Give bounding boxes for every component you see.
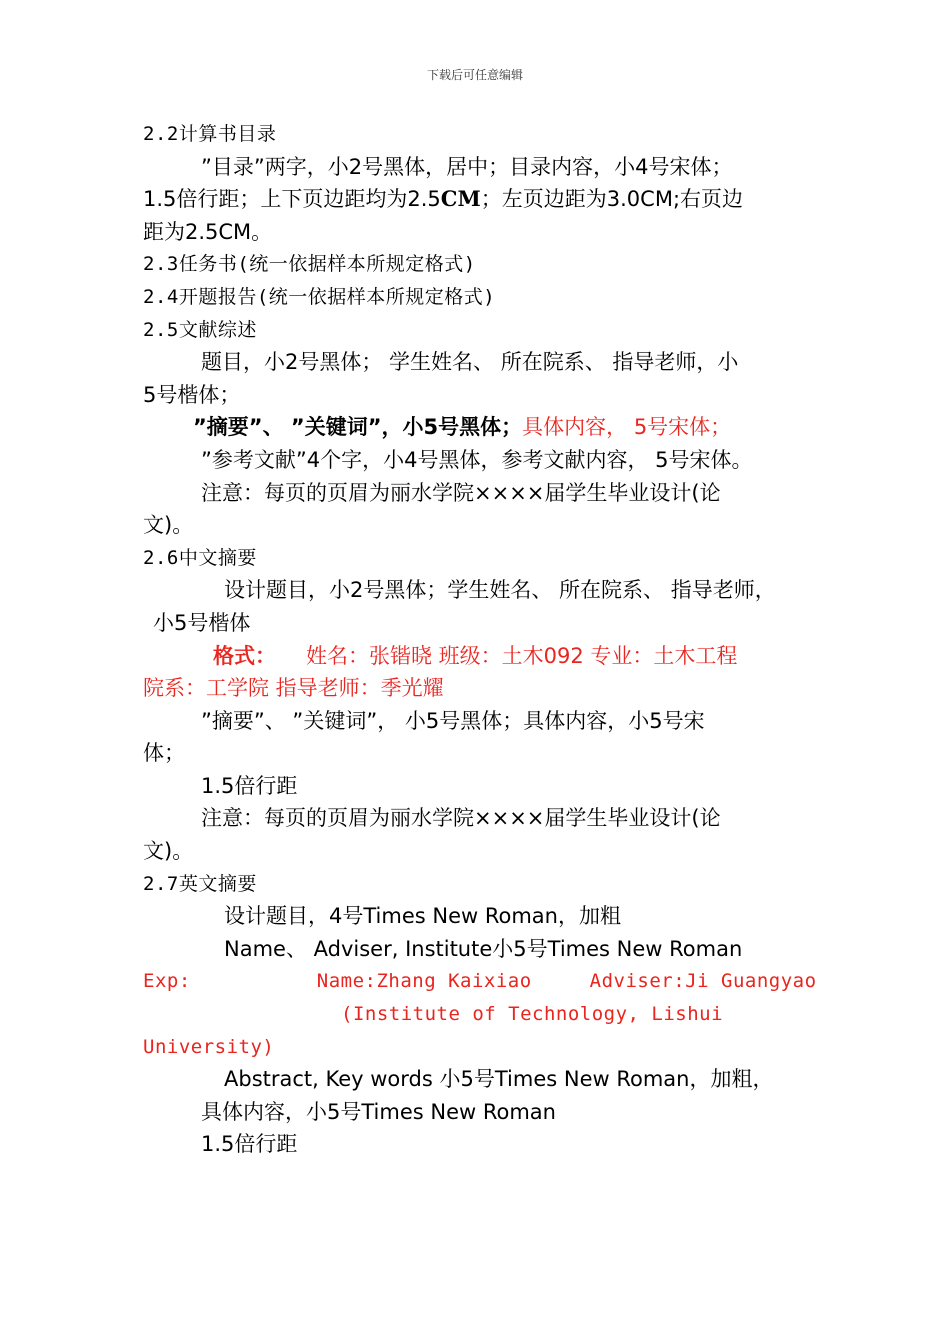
section-heading-2-5: 2.5文献综述 <box>143 318 257 341</box>
section-heading-2-2: 2.2计算书目录 <box>143 123 277 145</box>
paragraph-line: 设计题目，4号Times New Roman，加粗 <box>224 904 621 929</box>
paragraph-line: 5号楷体； <box>143 382 241 407</box>
paragraph-line: ”参考文献”4个字，小4号黑体，参考文献内容， 5号宋体。 <box>201 447 753 472</box>
section-heading-2-7: 2.7英文摘要 <box>143 872 257 895</box>
format-label: 格式： <box>213 643 276 668</box>
paragraph-line <box>143 411 843 444</box>
text-run: ；左页边距为3.0CM;右页边 <box>480 187 744 212</box>
paragraph-line <box>143 183 843 216</box>
paragraph-line: 设计题目，小2号黑体；学生姓名、 所在院系、 指导老师， <box>224 578 776 603</box>
paragraph-line: Name、 Adviser, Institute小5号Times New Roman <box>224 936 743 961</box>
paragraph-line: 体； <box>143 741 185 766</box>
paragraph-line-red: (Institute of Technology, Lishui <box>341 1003 724 1026</box>
document-body <box>143 118 843 1161</box>
text-run-red: Exp: <box>143 970 191 993</box>
section-heading-2-4: 2.4开题报告(统一依据样本所规定格式) <box>143 285 496 308</box>
paragraph-line: 1.5倍行距 <box>201 1132 298 1157</box>
text-run-red: Adviser:Ji Guangyao <box>589 970 817 993</box>
text-run-red: Name:Zhang Kaixiao <box>316 970 532 993</box>
paragraph-line: 具体内容，小5号Times New Roman <box>201 1099 556 1124</box>
section-heading-2-3: 2.3任务书(统一依据样本所规定格式) <box>143 253 476 276</box>
paragraph-line-red <box>143 640 843 673</box>
text-run-bold: CM <box>440 186 481 212</box>
paragraph-line: 注意：每页的页眉为丽水学院××××届学生毕业设计(论 <box>201 480 721 505</box>
page-header: 下载后可任意编辑 <box>426 68 523 82</box>
paragraph-line-red <box>143 965 843 998</box>
paragraph-line-red: 院系：工学院 指导老师：季光耀 <box>143 676 444 701</box>
paragraph-line: Abstract, Key words 小5号Times New Roman，加粗， <box>224 1067 774 1092</box>
paragraph-line: ”目录”两字，小2号黑体，居中；目录内容，小4号宋体； <box>201 154 733 179</box>
paragraph-line: 注意：每页的页眉为丽水学院××××届学生毕业设计(论 <box>201 806 721 831</box>
paragraph-line: 文)。 <box>143 513 194 538</box>
text-run-red: 姓名：张锴晓 班级：土木092 专业：土木工程 <box>306 643 738 668</box>
paragraph-line: 文)。 <box>143 839 194 864</box>
paragraph-line: 题目，小2号黑体； 学生姓名、 所在院系、 指导老师，小 <box>201 350 739 375</box>
section-heading-2-6: 2.6中文摘要 <box>143 546 257 569</box>
paragraph-line: 小5号楷体 <box>153 610 251 635</box>
paragraph-line: 距为2.5CM。 <box>143 219 273 244</box>
paragraph-line: ”摘要”、 ”关键词”， 小5号黑体；具体内容，小5号宋 <box>201 708 705 733</box>
text-run: 1.5倍行距；上下页边距均为2.5 <box>143 187 441 212</box>
text-run-bold: ”摘要”、 ”关键词”，小5号黑体； <box>193 415 523 440</box>
text-run-red: 具体内容， 5号宋体； <box>522 415 732 440</box>
paragraph-line-red: University) <box>143 1035 275 1058</box>
paragraph-line: 1.5倍行距 <box>201 773 298 798</box>
